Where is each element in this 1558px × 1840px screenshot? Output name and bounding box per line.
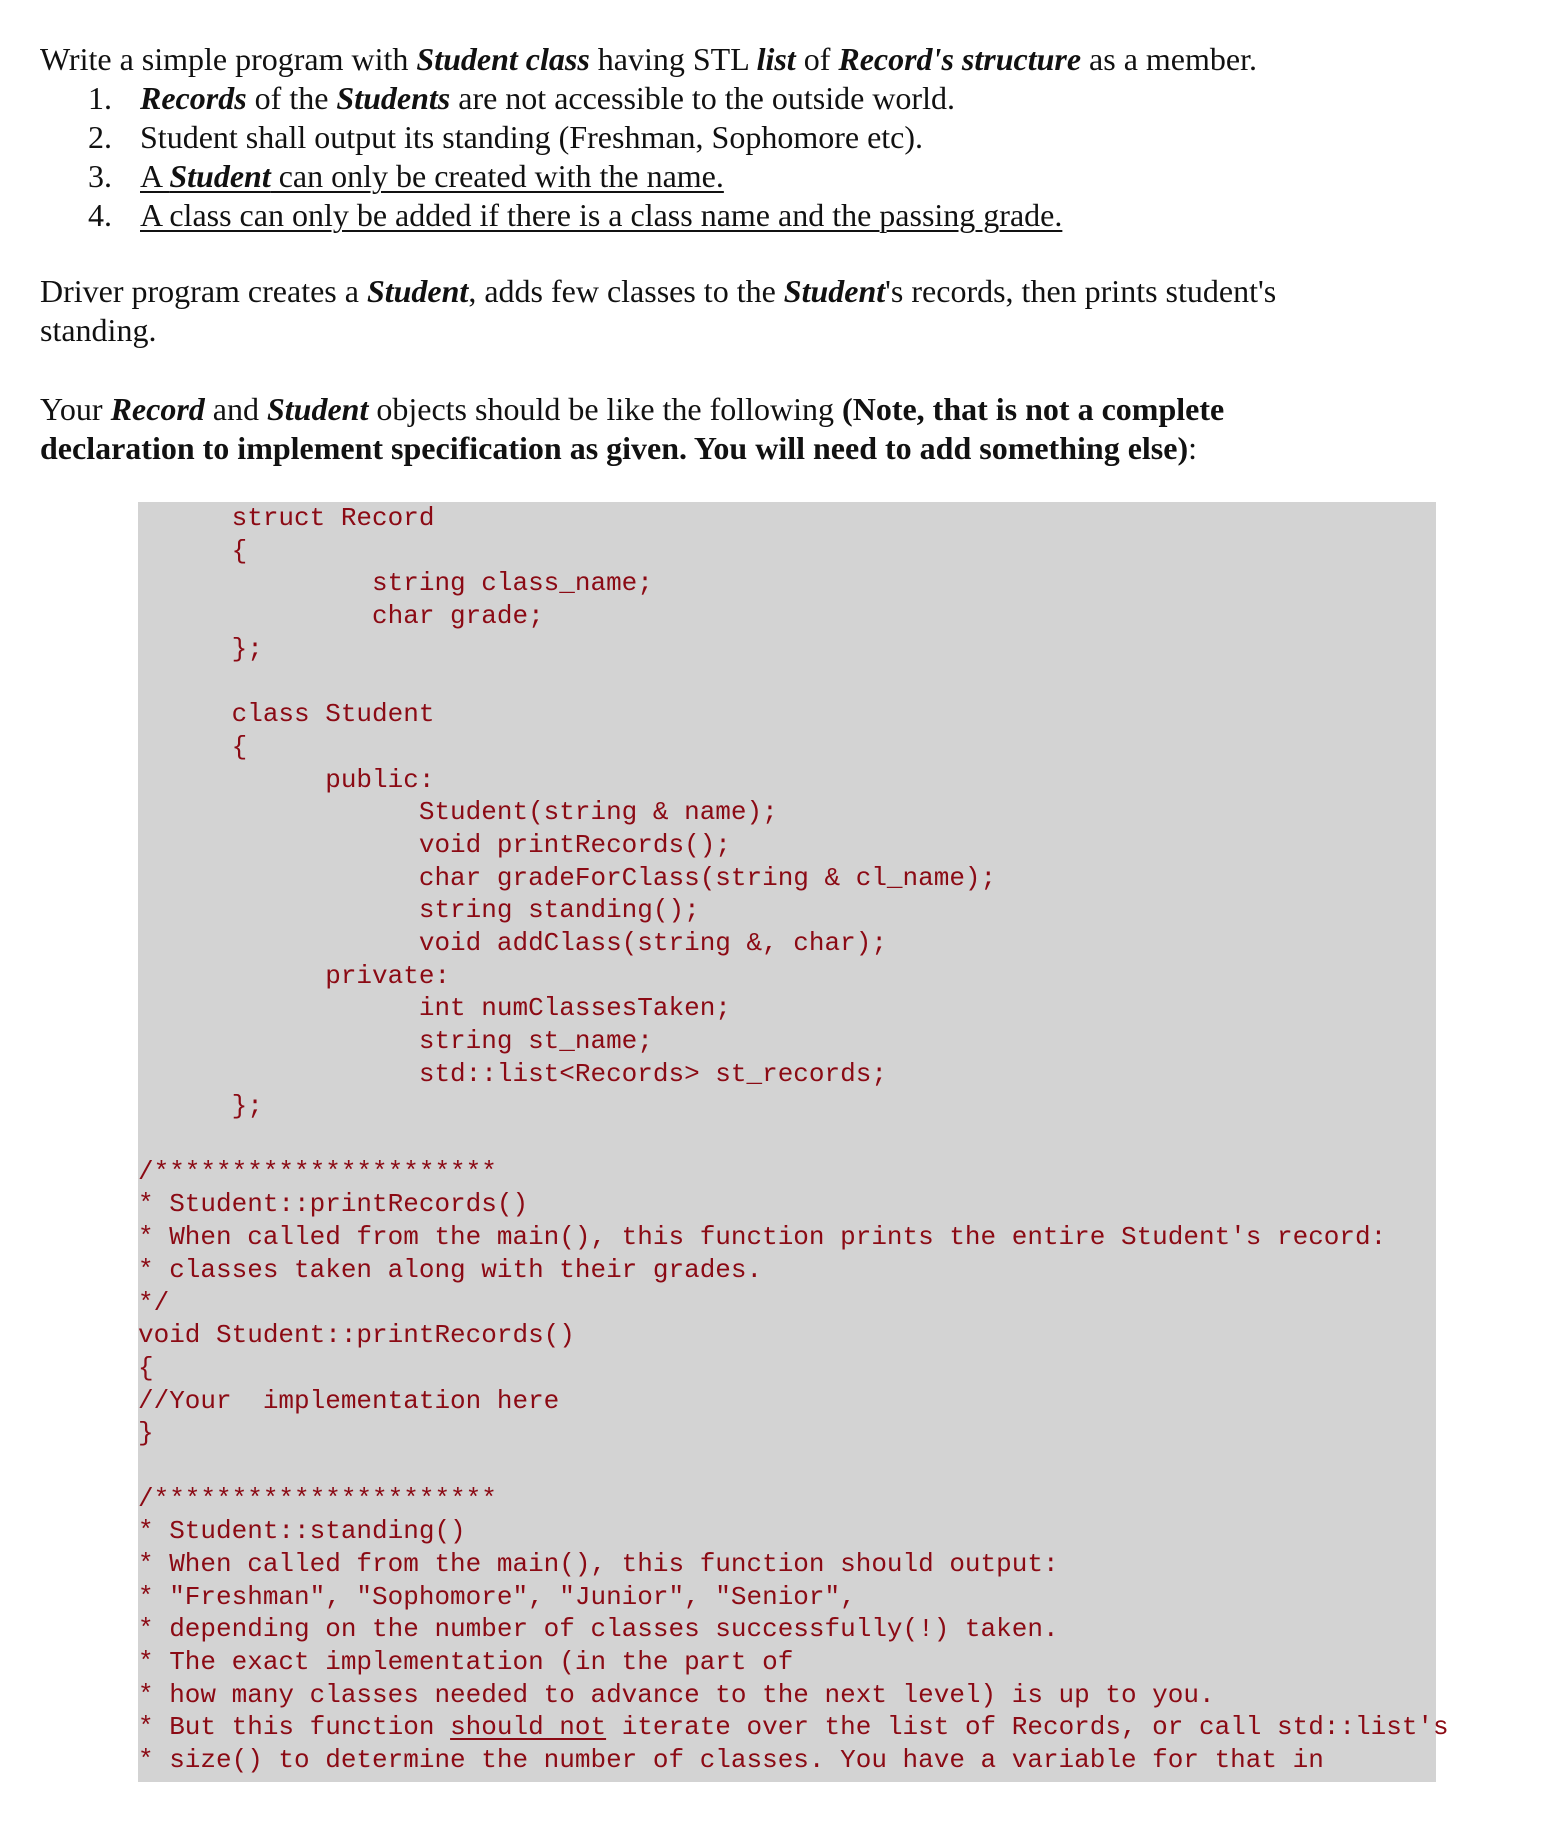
requirement-emphasis: Records [140,80,247,116]
code-text: iterate over the list of Records, or call std::list's [606,1712,1449,1743]
intro-text: Write a simple program with [40,41,417,77]
driver-emphasis: Student [366,273,469,309]
code-line: } [138,1418,154,1449]
code-line: public: [138,764,435,795]
requirement-text: A class can only be added if there is a class name and the passing grade. [140,197,1063,233]
note-bold: (Note, that is not a complete declaration to implement specification as given. You will need to add something else) [40,391,1225,466]
code-line: /********************** [138,1483,497,1514]
code-line: * depending on the number of classes successfully(!) taken. [138,1614,1059,1645]
intro-text: of [795,41,839,77]
code-line [138,1450,1449,1483]
requirement-emphasis: Students [336,80,451,116]
code-line: }; [138,1091,263,1122]
driver-text: Driver program creates a [40,273,367,309]
code-line: * When called from the main(), this function prints the entire Student's record: [138,1222,1387,1253]
requirement-number: 3. [88,158,112,194]
code-line: * The exact implementation (in the part of [138,1647,794,1678]
code-line: /********************** [138,1156,497,1187]
code-line: * Student::printRecords() [138,1189,529,1220]
driver-emphasis: Student [783,273,886,309]
requirement-number: 1. [88,80,112,116]
code-line: string st_name; [138,1026,653,1056]
code-line: void addClass(string &, char); [138,927,887,958]
driver-text: 's records, then prints student's standing. [40,273,1277,348]
intro-record-structure: Record's structure [838,41,1082,77]
code-line: void printRecords(); [138,829,731,860]
code-line: class Student [138,699,435,730]
code-line: private: [138,960,451,991]
driver-text: , adds few classes to the [468,273,784,309]
requirement-item-2 [88,118,1062,157]
intro-paragraph [40,40,1257,79]
requirement-item-3 [88,157,1062,196]
code-line: */ [138,1287,170,1318]
code-line: * "Freshman", "Sophomore", "Junior", "Senior", [138,1581,856,1612]
code-line: * Student::standing() [138,1516,466,1547]
code-line: int numClassesTaken; [138,993,731,1024]
note-text: : [1188,430,1197,466]
note-text: Your [40,391,111,427]
code-underlined-text: should not [450,1712,607,1743]
code-line: Student(string & name); [138,797,778,828]
requirement-text: of the [246,80,337,116]
requirement-text: A [140,158,170,194]
code-line: { [138,731,248,762]
note-emphasis: Student [266,391,369,427]
code-block [138,502,1449,1782]
requirement-item-4 [88,196,1062,235]
code-line: char gradeForClass(string & cl_name); [138,862,997,893]
requirements-list [88,79,1062,235]
code-line: string standing(); [138,895,700,926]
code-line: std::list<Records> st_records; [138,1058,887,1089]
requirement-number: 4. [88,197,112,233]
code-line: * classes taken along with their grades. [138,1254,763,1285]
requirement-item-1 [88,79,1062,118]
code-line: void Student::printRecords() [138,1320,575,1351]
requirement-emphasis: Student [169,158,271,194]
code-line: //Your implementation here [138,1385,560,1416]
note-text: objects should be like the following [368,391,843,427]
code-line [138,665,1449,698]
note-emphasis: Record [110,391,205,427]
requirement-underlined [140,158,724,194]
code-line-underlined [138,1711,1449,1744]
driver-paragraph [40,272,1340,350]
code-line: string class_name; [138,568,653,599]
code-listing [138,502,1449,1777]
code-line: * how many classes needed to advance to the next level) is up to you. [138,1679,1215,1710]
requirement-text: Student shall output its standing (Freshman, Sophomore etc). [140,119,924,155]
requirement-number: 2. [88,119,112,155]
code-line: * When called from the main(), this function should output: [138,1549,1059,1579]
code-line: { [138,535,248,566]
code-line [138,1123,1449,1156]
records-note-paragraph [40,390,1340,468]
code-line: struct Record [138,503,435,533]
note-text: and [204,391,267,427]
intro-list: list [756,41,796,77]
code-text: * But this function [138,1712,451,1743]
code-line: }; [138,633,263,664]
code-line: { [138,1352,154,1383]
requirement-text: are not accessible to the outside world. [450,80,955,116]
intro-text: as a member. [1081,41,1257,77]
intro-student-class: Student class [416,41,590,77]
code-line: char grade; [138,601,544,632]
code-line: * size() to determine the number of classes. You have a variable for that in [138,1745,1324,1776]
requirement-text: can only be created with the name. [270,158,724,194]
intro-text: having STL [589,41,757,77]
